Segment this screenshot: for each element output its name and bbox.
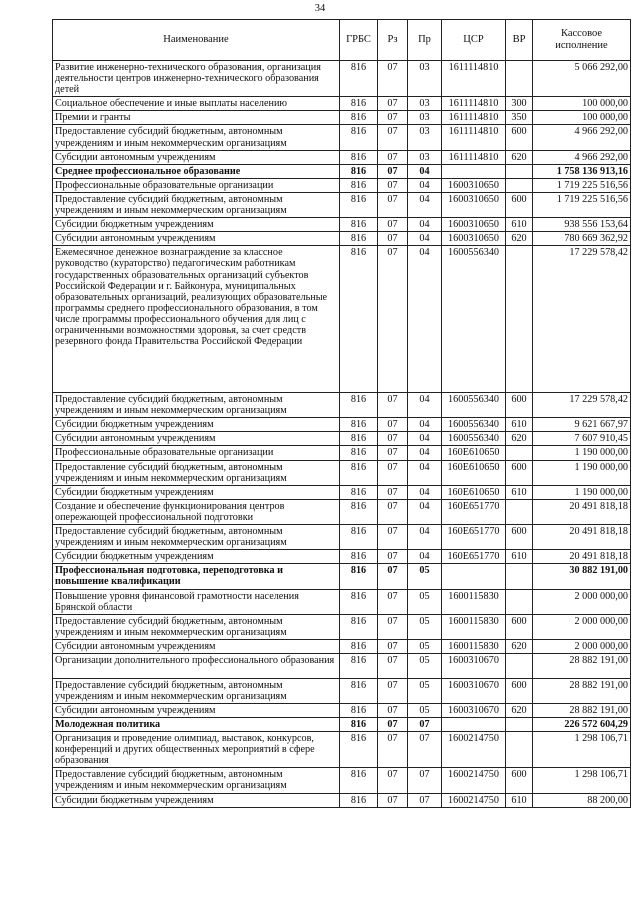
cell-amount: 20 491 818,18 xyxy=(533,550,631,564)
cell-amount: 1 719 225 516,56 xyxy=(533,178,631,192)
cell-pr: 05 xyxy=(408,564,442,589)
cell-grbs: 816 xyxy=(340,550,378,564)
table-row xyxy=(53,793,631,807)
cell-grbs: 816 xyxy=(340,653,378,678)
cell-pr: 04 xyxy=(408,246,442,393)
cell-rz: 07 xyxy=(378,218,408,232)
cell-amount: 1 190 000,00 xyxy=(533,446,631,460)
table-row xyxy=(53,192,631,217)
cell-amount: 2 000 000,00 xyxy=(533,639,631,653)
cell-rz: 07 xyxy=(378,178,408,192)
cell-grbs: 816 xyxy=(340,125,378,150)
cell-name: Предоставление субсидий бюджетным, автономным учреждениям и иным некоммерческим организациям xyxy=(53,678,340,703)
cell-grbs: 816 xyxy=(340,499,378,524)
cell-amount: 100 000,00 xyxy=(533,111,631,125)
cell-pr: 04 xyxy=(408,418,442,432)
cell-rz: 07 xyxy=(378,232,408,246)
cell-pr: 03 xyxy=(408,150,442,164)
cell-vr xyxy=(506,446,533,460)
cell-vr xyxy=(506,61,533,97)
header-csr: ЦСР xyxy=(442,20,506,61)
cell-amount: 28 882 191,00 xyxy=(533,653,631,678)
cell-vr: 610 xyxy=(506,793,533,807)
cell-vr: 620 xyxy=(506,703,533,717)
cell-rz: 07 xyxy=(378,564,408,589)
cell-amount: 28 882 191,00 xyxy=(533,703,631,717)
table-row xyxy=(53,111,631,125)
table-header-row xyxy=(53,20,631,61)
cell-vr xyxy=(506,653,533,678)
cell-grbs: 816 xyxy=(340,639,378,653)
cell-amount: 2 000 000,00 xyxy=(533,614,631,639)
cell-vr: 610 xyxy=(506,418,533,432)
cell-amount: 1 758 136 913,16 xyxy=(533,164,631,178)
cell-csr: 1600556340 xyxy=(442,246,506,393)
cell-csr: 1600310650 xyxy=(442,178,506,192)
cell-name: Ежемесячное денежное вознаграждение за классное руководство (кураторство) педагогическим работникам государственных образовательных организаций субъектов Российской Федерации и г. Байконура, муниципальных образовательных организаций, реализующих образовательные программы среднего профессионального образования, в том числе программы профессионального обучения для лиц с ограниченными возможностями здоровья, за счет средств резервного фонда Правительства Российской Федерации xyxy=(53,246,340,393)
cell-rz: 07 xyxy=(378,499,408,524)
table-row xyxy=(53,218,631,232)
cell-csr: 1600115830 xyxy=(442,639,506,653)
cell-rz: 07 xyxy=(378,793,408,807)
cell-pr: 03 xyxy=(408,97,442,111)
table-row xyxy=(53,678,631,703)
cell-rz: 07 xyxy=(378,732,408,768)
table-row xyxy=(53,61,631,97)
cell-vr: 600 xyxy=(506,192,533,217)
cell-pr: 04 xyxy=(408,446,442,460)
cell-pr: 05 xyxy=(408,614,442,639)
cell-grbs: 816 xyxy=(340,192,378,217)
cell-grbs: 816 xyxy=(340,446,378,460)
cell-rz: 07 xyxy=(378,460,408,485)
table-row xyxy=(53,164,631,178)
cell-rz: 07 xyxy=(378,717,408,731)
cell-name: Повышение уровня финансовой грамотности населения Брянской области xyxy=(53,589,340,614)
cell-rz: 07 xyxy=(378,678,408,703)
table-row xyxy=(53,393,631,418)
cell-grbs: 816 xyxy=(340,768,378,793)
cell-csr: 1600310670 xyxy=(442,653,506,678)
cell-vr: 300 xyxy=(506,97,533,111)
cell-name: Среднее профессиональное образование xyxy=(53,164,340,178)
cell-amount: 17 229 578,42 xyxy=(533,246,631,393)
cell-amount: 28 882 191,00 xyxy=(533,678,631,703)
cell-grbs: 816 xyxy=(340,614,378,639)
cell-amount: 780 669 362,92 xyxy=(533,232,631,246)
cell-vr: 600 xyxy=(506,678,533,703)
cell-rz: 07 xyxy=(378,111,408,125)
cell-amount: 7 607 910,45 xyxy=(533,432,631,446)
cell-rz: 07 xyxy=(378,192,408,217)
cell-csr: 160Е610650 xyxy=(442,485,506,499)
cell-amount: 88 200,00 xyxy=(533,793,631,807)
cell-vr: 620 xyxy=(506,232,533,246)
cell-grbs: 816 xyxy=(340,218,378,232)
cell-rz: 07 xyxy=(378,150,408,164)
cell-grbs: 816 xyxy=(340,589,378,614)
budget-table xyxy=(52,19,631,808)
cell-rz: 07 xyxy=(378,164,408,178)
header-pr: Пр xyxy=(408,20,442,61)
cell-amount: 226 572 604,29 xyxy=(533,717,631,731)
cell-csr: 1600556340 xyxy=(442,393,506,418)
cell-csr: 160Е651770 xyxy=(442,499,506,524)
cell-amount: 1 190 000,00 xyxy=(533,460,631,485)
cell-name: Предоставление субсидий бюджетным, автономным учреждениям и иным некоммерческим организациям xyxy=(53,393,340,418)
cell-vr xyxy=(506,164,533,178)
table-row xyxy=(53,125,631,150)
cell-pr: 05 xyxy=(408,703,442,717)
header-rz: Рз xyxy=(378,20,408,61)
cell-rz: 07 xyxy=(378,97,408,111)
cell-rz: 07 xyxy=(378,446,408,460)
cell-pr: 03 xyxy=(408,111,442,125)
cell-name: Субсидии автономным учреждениям xyxy=(53,232,340,246)
cell-rz: 07 xyxy=(378,768,408,793)
table-row xyxy=(53,525,631,550)
cell-pr: 05 xyxy=(408,589,442,614)
cell-name: Субсидии автономным учреждениям xyxy=(53,150,340,164)
cell-rz: 07 xyxy=(378,550,408,564)
cell-vr: 610 xyxy=(506,550,533,564)
cell-rz: 07 xyxy=(378,61,408,97)
cell-rz: 07 xyxy=(378,703,408,717)
header-name: Наименование xyxy=(53,20,340,61)
cell-grbs: 816 xyxy=(340,732,378,768)
cell-name: Предоставление субсидий бюджетным, автономным учреждениям и иным некоммерческим организациям xyxy=(53,460,340,485)
cell-rz: 07 xyxy=(378,485,408,499)
table-row xyxy=(53,485,631,499)
cell-amount: 100 000,00 xyxy=(533,97,631,111)
cell-rz: 07 xyxy=(378,125,408,150)
table-row xyxy=(53,614,631,639)
cell-name: Премии и гранты xyxy=(53,111,340,125)
cell-csr: 1600310650 xyxy=(442,192,506,217)
table-row xyxy=(53,150,631,164)
cell-pr: 04 xyxy=(408,232,442,246)
cell-amount: 9 621 667,97 xyxy=(533,418,631,432)
cell-vr: 620 xyxy=(506,639,533,653)
table-row xyxy=(53,446,631,460)
cell-csr xyxy=(442,564,506,589)
cell-name: Профессиональные образовательные организации xyxy=(53,178,340,192)
cell-csr: 1600214750 xyxy=(442,793,506,807)
table-row xyxy=(53,178,631,192)
cell-amount: 5 066 292,00 xyxy=(533,61,631,97)
cell-pr: 05 xyxy=(408,678,442,703)
cell-name: Предоставление субсидий бюджетным, автономным учреждениям и иным некоммерческим организациям xyxy=(53,125,340,150)
cell-name: Предоставление субсидий бюджетным, автономным учреждениям и иным некоммерческим организациям xyxy=(53,768,340,793)
table-row xyxy=(53,717,631,731)
table-row xyxy=(53,97,631,111)
table-row xyxy=(53,732,631,768)
table-row xyxy=(53,246,631,393)
cell-csr: 1611114810 xyxy=(442,125,506,150)
cell-grbs: 816 xyxy=(340,525,378,550)
cell-grbs: 816 xyxy=(340,61,378,97)
cell-pr: 07 xyxy=(408,768,442,793)
cell-grbs: 816 xyxy=(340,678,378,703)
cell-grbs: 816 xyxy=(340,232,378,246)
cell-pr: 05 xyxy=(408,639,442,653)
cell-name: Субсидии бюджетным учреждениям xyxy=(53,793,340,807)
cell-rz: 07 xyxy=(378,393,408,418)
cell-csr: 1600115830 xyxy=(442,589,506,614)
cell-name: Субсидии автономным учреждениям xyxy=(53,639,340,653)
cell-grbs: 816 xyxy=(340,717,378,731)
cell-grbs: 816 xyxy=(340,485,378,499)
page-number: 34 xyxy=(314,3,326,14)
cell-name: Профессиональные образовательные организации xyxy=(53,446,340,460)
cell-amount: 1 298 106,71 xyxy=(533,732,631,768)
cell-pr: 04 xyxy=(408,432,442,446)
cell-name: Субсидии бюджетным учреждениям xyxy=(53,550,340,564)
table-row xyxy=(53,550,631,564)
cell-name: Организация и проведение олимпиад, выставок, конкурсов, конференций и других общественных мероприятий в сфере образования xyxy=(53,732,340,768)
cell-amount: 938 556 153,64 xyxy=(533,218,631,232)
cell-name: Организации дополнительного профессионального образования xyxy=(53,653,340,678)
cell-csr: 1600556340 xyxy=(442,418,506,432)
cell-grbs: 816 xyxy=(340,418,378,432)
cell-name: Субсидии автономным учреждениям xyxy=(53,703,340,717)
table-row xyxy=(53,232,631,246)
cell-vr: 600 xyxy=(506,614,533,639)
cell-pr: 04 xyxy=(408,164,442,178)
cell-rz: 07 xyxy=(378,525,408,550)
cell-vr: 610 xyxy=(506,485,533,499)
cell-grbs: 816 xyxy=(340,150,378,164)
cell-csr: 1600310650 xyxy=(442,218,506,232)
cell-csr: 1600310670 xyxy=(442,703,506,717)
cell-vr xyxy=(506,178,533,192)
table-row xyxy=(53,589,631,614)
cell-pr: 04 xyxy=(408,218,442,232)
cell-vr xyxy=(506,732,533,768)
table-row xyxy=(53,703,631,717)
cell-rz: 07 xyxy=(378,614,408,639)
cell-grbs: 816 xyxy=(340,111,378,125)
cell-csr: 1600310670 xyxy=(442,678,506,703)
table-row xyxy=(53,432,631,446)
cell-grbs: 816 xyxy=(340,164,378,178)
table-row xyxy=(53,418,631,432)
cell-vr xyxy=(506,499,533,524)
cell-grbs: 816 xyxy=(340,432,378,446)
cell-pr: 04 xyxy=(408,393,442,418)
cell-name: Субсидии бюджетным учреждениям xyxy=(53,485,340,499)
cell-pr: 04 xyxy=(408,485,442,499)
table-row xyxy=(53,460,631,485)
cell-csr: 1611114810 xyxy=(442,111,506,125)
cell-vr: 600 xyxy=(506,393,533,418)
cell-amount: 20 491 818,18 xyxy=(533,499,631,524)
cell-amount: 4 966 292,00 xyxy=(533,150,631,164)
cell-pr: 07 xyxy=(408,717,442,731)
cell-csr: 1600214750 xyxy=(442,768,506,793)
cell-pr: 03 xyxy=(408,125,442,150)
table-row xyxy=(53,564,631,589)
header-vr: ВР xyxy=(506,20,533,61)
cell-csr: 1600310650 xyxy=(442,232,506,246)
cell-amount: 20 491 818,18 xyxy=(533,525,631,550)
cell-vr: 600 xyxy=(506,768,533,793)
cell-vr: 600 xyxy=(506,525,533,550)
cell-amount: 1 719 225 516,56 xyxy=(533,192,631,217)
cell-rz: 07 xyxy=(378,432,408,446)
cell-vr xyxy=(506,717,533,731)
cell-vr: 610 xyxy=(506,218,533,232)
cell-name: Субсидии автономным учреждениям xyxy=(53,432,340,446)
table-row xyxy=(53,768,631,793)
cell-vr: 350 xyxy=(506,111,533,125)
header-amount: Кассовое исполнение xyxy=(533,20,631,61)
cell-grbs: 816 xyxy=(340,97,378,111)
cell-pr: 04 xyxy=(408,192,442,217)
cell-name: Субсидии бюджетным учреждениям xyxy=(53,218,340,232)
cell-pr: 04 xyxy=(408,178,442,192)
cell-csr: 1600556340 xyxy=(442,432,506,446)
table-row xyxy=(53,639,631,653)
cell-amount: 17 229 578,42 xyxy=(533,393,631,418)
cell-csr: 1611114810 xyxy=(442,61,506,97)
cell-vr: 620 xyxy=(506,150,533,164)
cell-pr: 07 xyxy=(408,793,442,807)
cell-vr xyxy=(506,589,533,614)
cell-vr xyxy=(506,246,533,393)
cell-rz: 07 xyxy=(378,589,408,614)
cell-grbs: 816 xyxy=(340,246,378,393)
cell-vr xyxy=(506,564,533,589)
cell-grbs: 816 xyxy=(340,460,378,485)
cell-csr: 1600115830 xyxy=(442,614,506,639)
cell-csr xyxy=(442,717,506,731)
cell-amount: 1 190 000,00 xyxy=(533,485,631,499)
cell-rz: 07 xyxy=(378,246,408,393)
cell-name: Развитие инженерно-технического образования, организация деятельности центров инженерно-технического образования детей xyxy=(53,61,340,97)
cell-amount: 2 000 000,00 xyxy=(533,589,631,614)
cell-vr: 600 xyxy=(506,125,533,150)
header-grbs: ГРБС xyxy=(340,20,378,61)
cell-name: Субсидии бюджетным учреждениям xyxy=(53,418,340,432)
cell-pr: 04 xyxy=(408,499,442,524)
cell-rz: 07 xyxy=(378,418,408,432)
cell-grbs: 816 xyxy=(340,564,378,589)
table-row xyxy=(53,499,631,524)
cell-grbs: 816 xyxy=(340,703,378,717)
cell-csr: 1611114810 xyxy=(442,150,506,164)
cell-amount: 1 298 106,71 xyxy=(533,768,631,793)
cell-csr xyxy=(442,164,506,178)
cell-amount: 30 882 191,00 xyxy=(533,564,631,589)
cell-vr: 600 xyxy=(506,460,533,485)
cell-csr: 160Е610650 xyxy=(442,446,506,460)
cell-pr: 05 xyxy=(408,653,442,678)
cell-name: Профессиональная подготовка, переподготовка и повышение квалификации xyxy=(53,564,340,589)
cell-csr: 160Е651770 xyxy=(442,525,506,550)
cell-pr: 04 xyxy=(408,525,442,550)
table-row xyxy=(53,653,631,678)
cell-rz: 07 xyxy=(378,653,408,678)
cell-csr: 160Е610650 xyxy=(442,460,506,485)
cell-grbs: 816 xyxy=(340,393,378,418)
cell-pr: 03 xyxy=(408,61,442,97)
cell-amount: 4 966 292,00 xyxy=(533,125,631,150)
cell-grbs: 816 xyxy=(340,793,378,807)
cell-csr: 1600214750 xyxy=(442,732,506,768)
cell-name: Молодежная политика xyxy=(53,717,340,731)
cell-csr: 160Е651770 xyxy=(442,550,506,564)
cell-csr: 1611114810 xyxy=(442,97,506,111)
cell-name: Предоставление субсидий бюджетным, автономным учреждениям и иным некоммерческим организациям xyxy=(53,614,340,639)
cell-vr: 620 xyxy=(506,432,533,446)
cell-name: Социальное обеспечение и иные выплаты населению xyxy=(53,97,340,111)
cell-name: Предоставление субсидий бюджетным, автономным учреждениям и иным некоммерческим организациям xyxy=(53,192,340,217)
cell-pr: 07 xyxy=(408,732,442,768)
cell-rz: 07 xyxy=(378,639,408,653)
cell-name: Предоставление субсидий бюджетным, автономным учреждениям и иным некоммерческим организациям xyxy=(53,525,340,550)
cell-pr: 04 xyxy=(408,460,442,485)
cell-name: Создание и обеспечение функционирования центров опережающей профессиональной подготовки xyxy=(53,499,340,524)
cell-pr: 04 xyxy=(408,550,442,564)
cell-grbs: 816 xyxy=(340,178,378,192)
